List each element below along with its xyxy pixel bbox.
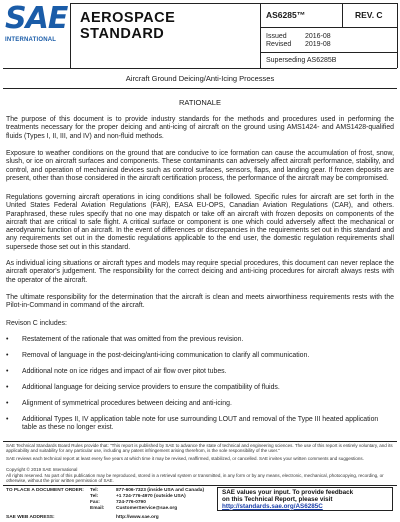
revision-label: REV. C xyxy=(355,10,383,20)
contact-phone-international[interactable]: +1 724-776-4970 (outside USA) xyxy=(116,494,186,499)
document-title: Aircraft Ground Deicing/Anti-Icing Processes xyxy=(125,74,275,83)
web-address-label: SAE WEB ADDRESS: xyxy=(6,515,55,520)
bullet-marker: • xyxy=(6,368,9,375)
contact-fax: 724-776-0790 xyxy=(116,500,146,505)
contact-key: Tel: xyxy=(90,494,99,499)
header-rev-rule xyxy=(342,3,343,27)
paragraph-purpose: The purpose of this document is to provide industry standards for the methods and procedures used in performing the treatments necessary for the proper deicing and anti-icing of aircraft on the ground using AMS1424- and AMS1428-qualified fluids (Types I, II, III, and IV) and non-fluid methods. xyxy=(6,116,394,140)
category-line-2: STANDARD xyxy=(80,26,165,42)
header-right-rule xyxy=(397,3,398,68)
superseding-note: Superseding AS6285B xyxy=(266,57,337,64)
revised-date: 2019-08 xyxy=(305,41,331,48)
list-item: Removal of language in the post-deicing/anti-icing communication to clarify all communication. xyxy=(22,352,310,359)
footer-copyright: Copyright © 2019 SAE International xyxy=(6,467,78,472)
contact-key: Tel: xyxy=(90,488,99,493)
bullet-marker: • xyxy=(6,384,9,391)
issued-date: 2016-08 xyxy=(305,33,331,40)
header-bottom-rule xyxy=(3,68,397,69)
paragraph-judgement: As individual icing situations or aircraft types and models may require special procedures, this document can never replace the aircraft operator's judgement. The responsibility for the correct deicing and anti-icing procedures for aircraft always rests with the operator of the aircraft. xyxy=(6,260,394,284)
contact-email-link[interactable]: CustomerService@sae.org xyxy=(116,506,178,511)
list-item: Additional Types II, IV application table note for use surrounding LOUT and removal of the Type III heated application table as these no longer exist. xyxy=(22,416,379,432)
sae-website-link[interactable]: http://www.sae.org xyxy=(116,515,159,520)
bullet-marker: • xyxy=(6,336,9,343)
revised-label: Revised xyxy=(266,41,292,48)
title-bottom-rule xyxy=(3,88,397,89)
bullet-marker: • xyxy=(6,416,9,423)
rationale-heading: RATIONALE xyxy=(179,98,221,107)
document-category xyxy=(80,10,220,42)
paragraph-exposure: Exposure to weather conditions on the ground that are conducive to ice formation can cause the accumulation of frost, snow, slush, or ice on aircraft surfaces and components. These contaminants can adversely affect aircraft performance, stability, and control, and operation of mechanical devices such as control surfaces, sensors, flaps, and landing gear. If frozen deposits are present, other than those considered in the aircraft certification process, the performance of the aircraft may be compromised. xyxy=(6,150,394,182)
header-mid-rule xyxy=(260,3,261,68)
contact-phone-domestic[interactable]: 877-606-7323 (inside USA and Canada) xyxy=(116,488,205,493)
list-item: Alignment of symmetrical procedures between deicing and anti-icing. xyxy=(22,400,232,407)
paragraph-revision-intro: Revison C includes: xyxy=(6,320,67,327)
header-row-rule-2 xyxy=(260,52,397,53)
logo-text: SAE xyxy=(5,1,68,36)
footer-top-rule xyxy=(3,441,397,442)
sae-logo xyxy=(3,3,67,47)
contact-key: Fax: xyxy=(90,500,100,505)
feedback-box xyxy=(217,487,393,511)
footer-mid-rule xyxy=(3,485,397,486)
issued-label: Issued xyxy=(266,33,287,40)
footer-rights: All rights reserved. No part of this publication may be reproduced, stored in a retrieval system or transmitted, in any form or by any means, electronic, mechanical, photocopying, recording, or otherwise, without the prior written permission of SAE. xyxy=(6,473,384,484)
bullet-marker: • xyxy=(6,352,9,359)
bullet-marker: • xyxy=(6,400,9,407)
header-row-rule-1 xyxy=(260,27,397,28)
logo-subtext: INTERNATIONAL xyxy=(5,37,57,43)
header-top-rule xyxy=(70,3,397,4)
feedback-line-2: on this Technical Report, please visit xyxy=(222,495,333,503)
list-item: Additional note on ice ridges and impact of air flow over pitot tubes. xyxy=(22,368,227,375)
paragraph-responsibility: The ultimate responsibility for the determination that the aircraft is clean and meets airworthiness requirements rests with the Pilot-in-Command in command of the aircraft. xyxy=(6,294,394,310)
list-item: Additional language for deicing service providers to ensure the compatibility of fluids. xyxy=(22,384,280,391)
header-left-rule xyxy=(70,3,71,68)
order-label: TO PLACE A DOCUMENT ORDER: xyxy=(6,488,84,493)
footer-review: SAE reviews each technical report at least every five years at which time it may be revised, reaffirmed, stabilized, or cancelled. SAE invites your written comments and suggestions. xyxy=(6,456,364,461)
list-item: Restatement of the rationale that was omitted from the previous revision. xyxy=(22,336,244,343)
paragraph-regulations: Regulations governing aircraft operations in icing conditions shall be followed. Specific rules for aircraft are set forth in the United States Federal Aviation Regulations (FAR), EASA EU-OPS, Canadian Aviation Regulations (CAR), and others. Paraphrased, these rules specify that no one may dispatch or take off an aircraft with frozen deposits on components of the aircraft that are critical to safe flight. A critical surface or component is one which could adversely affect the mechanical or aerodynamic function of an aircraft. In the event of differences or discrepancies in the requirements set out in this standard and any requirements set out in the domestic regulations applicable to the end user, the domestic regulation requirements shall supersede those set out in this standard. xyxy=(6,194,394,251)
document-number: AS6285™ xyxy=(266,10,306,20)
contact-key: Email: xyxy=(90,506,105,511)
feedback-line-1: SAE values your input. To provide feedback xyxy=(222,489,354,496)
footer-policy: SAE Technical Standards Board Rules provide that: "This report is published by SAE to advance the state of technical and engineering sciences. The use of this report is entirely voluntary, and its applicability and suitability for any particular use, including any patent infringement arising therefrom, is the sole responsibility of the user." xyxy=(6,443,393,454)
category-line-1: AEROSPACE xyxy=(80,10,176,26)
feedback-link[interactable]: http://standards.sae.org/AS6285C xyxy=(222,502,323,510)
